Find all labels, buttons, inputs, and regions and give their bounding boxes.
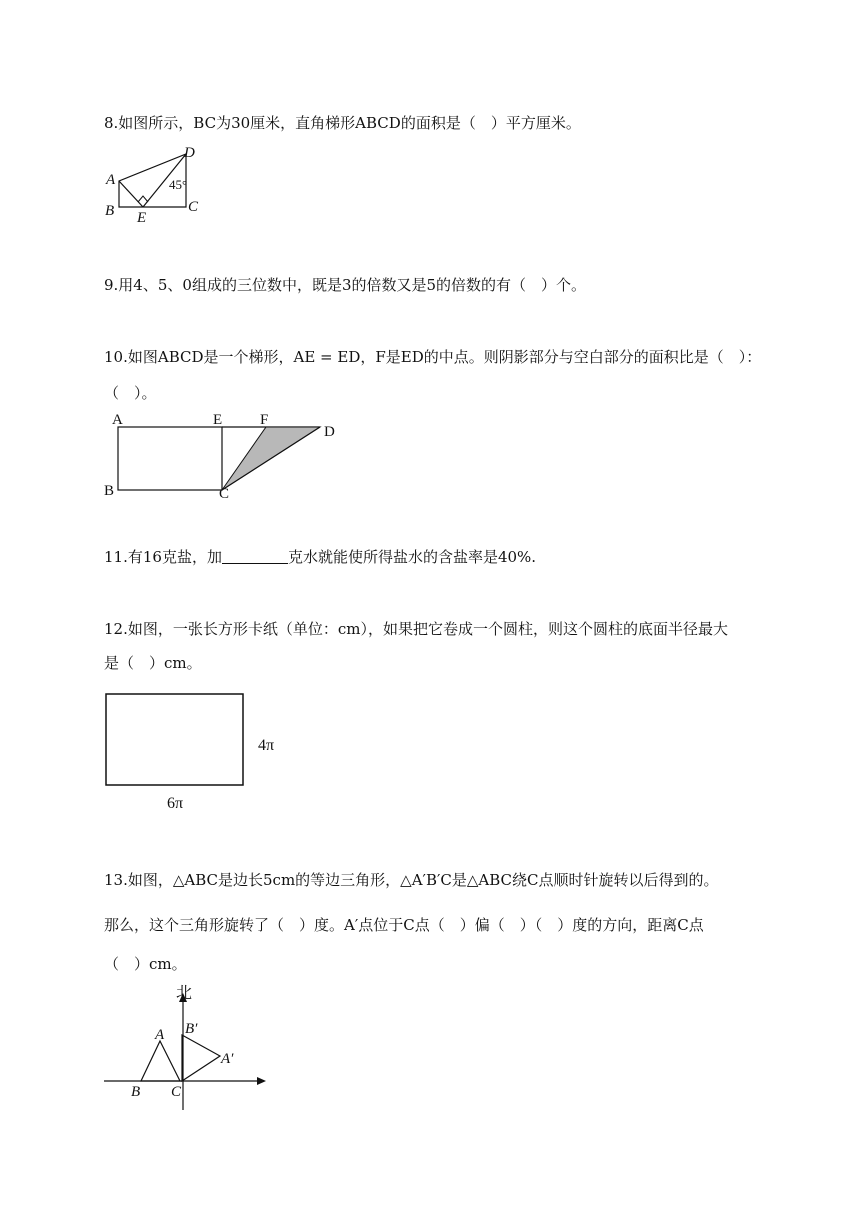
figure-12-rectangle <box>100 688 300 813</box>
fig10-label-f: F <box>260 412 269 428</box>
question-9-text: 9.用4、5、0组成的三位数中，既是3的倍数又是5的倍数的有（ ）个。 <box>104 276 587 294</box>
question-12-cont <box>104 652 202 674</box>
question-13 <box>104 869 718 891</box>
figure-13-rotation <box>100 980 275 1115</box>
question-11 <box>104 546 536 568</box>
question-13-line3: （ ）cm。 <box>104 955 187 973</box>
fig13-label-b-prime: B′ <box>185 1021 198 1037</box>
question-13-cont1 <box>104 914 704 936</box>
question-9 <box>104 274 586 296</box>
fig8-label-c: C <box>188 199 199 215</box>
question-10-line1: 10.如图ABCD是一个梯形，AE = ED，F是ED的中点。则阴影部分与空白部分的面积比是（ ）： <box>104 348 762 366</box>
fig8-label-a: A <box>106 172 116 188</box>
question-12 <box>104 618 728 640</box>
question-11-after: 克水就能使所得盐水的含盐率是40%. <box>287 548 537 566</box>
fig13-label-a-prime: A′ <box>221 1051 234 1067</box>
question-12-line1: 12.如图，一张长方形卡纸（单位：cm），如果把它卷成一个圆柱，则这个圆柱的底面半径最大 <box>104 620 728 638</box>
figure-10-trapezoid <box>100 406 350 506</box>
fig13-label-c: C <box>171 1084 182 1100</box>
fig10-label-c: C <box>219 486 230 502</box>
fig8-angle-label: 45° <box>169 177 188 192</box>
fig10-label-e: E <box>213 412 223 428</box>
question-13-line2: 那么，这个三角形旋转了（ ）度。A′点位于C点（ ）偏（ ）（ ）度的方向，距离C点 <box>104 916 704 934</box>
figure-8-trapezoid <box>100 143 210 228</box>
fig10-label-a: A <box>112 412 123 428</box>
fig13-label-b: B <box>131 1084 141 1100</box>
fig12-width-label: 6π <box>167 795 184 812</box>
fig10-label-d: D <box>324 424 335 440</box>
question-8 <box>104 112 581 134</box>
fig8-label-e: E <box>137 210 147 226</box>
fig12-height-label: 4π <box>258 737 275 754</box>
question-13-line1: 13.如图，△ABC是边长5cm的等边三角形，△A′B′C是△ABC绕C点顺时针旋转以后得到的。 <box>104 871 719 889</box>
question-10 <box>104 346 761 368</box>
question-10-cont <box>104 382 157 404</box>
answer-blank <box>222 549 288 564</box>
fig8-label-d: D <box>184 145 195 161</box>
question-11-before: 11.有16克盐，加 <box>104 548 222 566</box>
fig13-label-a: A <box>155 1027 165 1043</box>
question-13-cont2 <box>104 953 187 975</box>
fig10-label-b: B <box>104 483 115 499</box>
question-12-line2: 是（ ）cm。 <box>104 654 202 672</box>
question-8-text: 8.如图所示，BC为30厘米，直角梯形ABCD的面积是（ ）平方厘米。 <box>104 114 581 132</box>
fig13-north-label: 北 <box>176 985 193 1002</box>
fig8-label-b: B <box>105 203 115 219</box>
question-10-line2: （ ）。 <box>104 384 157 402</box>
